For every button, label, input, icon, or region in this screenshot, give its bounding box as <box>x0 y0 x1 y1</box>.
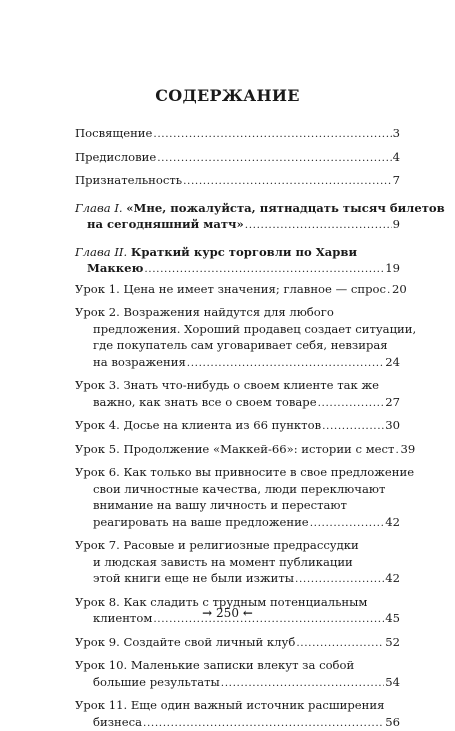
toc-entry-title: Посвящение <box>75 125 152 142</box>
toc-entry-title: Урок 5. Продолжение «Маккей-66»: истории с мест <box>75 441 394 458</box>
dot-leader <box>387 281 391 299</box>
toc-page-number: 27 <box>385 394 400 411</box>
dot-leader <box>395 441 399 459</box>
dot-leader <box>296 634 384 652</box>
toc-entry-title: Урок 7. Расовые и религиозные предрассудки <box>75 537 359 554</box>
toc-entry-title: Предисловие <box>75 149 156 166</box>
toc-entry-title: Урок 4. Досье на клиента из 66 пунктов <box>75 417 321 434</box>
toc-entry-title-cont: на возражения <box>93 354 186 371</box>
toc-entry-lesson-7[interactable] <box>75 537 400 588</box>
chapter-title: Краткий курс торговли по Харви <box>131 245 357 259</box>
toc-entry-title: Признательность <box>75 172 182 189</box>
toc-entry-title-cont: клиентом <box>93 610 152 627</box>
toc-page-number: 54 <box>385 674 400 691</box>
toc-page-number: 3 <box>393 125 400 142</box>
toc-entry-acknowledgements[interactable] <box>75 172 400 190</box>
toc-page-number: 7 <box>393 172 400 189</box>
toc-entry-title: Урок 3. Знать что-нибудь о своем клиенте так же <box>75 377 379 394</box>
toc-entry-lesson-9[interactable] <box>75 634 400 652</box>
dot-leader <box>187 354 384 372</box>
toc-entry-dedication[interactable] <box>75 125 400 143</box>
dot-leader <box>322 417 384 435</box>
toc-page-number: 4 <box>393 149 400 166</box>
chapter-label: Глава I. <box>75 201 123 215</box>
toc-chapter-2[interactable] <box>75 244 400 278</box>
dot-leader <box>157 149 391 167</box>
toc-entry-lesson-10[interactable] <box>75 657 400 691</box>
page-title: СОДЕРЖАНИЕ <box>0 86 455 105</box>
dot-leader <box>295 570 384 588</box>
toc-page-number: 42 <box>385 570 400 587</box>
toc-entry-title-cont: этой книги еще не были изжиты <box>93 570 294 587</box>
page-number: 250 <box>216 606 239 620</box>
toc-entry-title-cont: и людская зависть на момент публикации <box>93 554 353 571</box>
toc-page-number: 30 <box>385 417 400 434</box>
dot-leader <box>318 394 385 412</box>
toc-entry-title-cont: свои личностные качества, люди переключают <box>93 481 385 498</box>
toc-entry-title-cont: предложения. Хороший продавец создает ситуации, <box>93 321 416 338</box>
toc-page-number: 52 <box>385 634 400 651</box>
toc-page-number: 42 <box>385 514 400 531</box>
toc-page-number: 24 <box>385 354 400 371</box>
chapter-title-cont: Маккею <box>87 260 143 277</box>
toc-page-number: 45 <box>385 610 400 627</box>
toc-chapter-1[interactable] <box>75 200 400 234</box>
dot-leader <box>221 674 384 692</box>
toc-page-number: 56 <box>385 714 400 731</box>
lesson-list <box>75 281 400 731</box>
toc-entry-title-cont: реагировать на ваше предложение <box>93 514 309 531</box>
page-footer <box>0 606 455 620</box>
toc-entry-lesson-4[interactable] <box>75 417 400 435</box>
toc-entry-title-cont: важно, как знать все о своем товаре <box>93 394 317 411</box>
toc-entry-title: Урок 6. Как только вы привносите в свое предложение <box>75 464 414 481</box>
toc-entry-lesson-2[interactable] <box>75 304 400 371</box>
toc-entry-title: Урок 9. Создайте свой личный клуб <box>75 634 295 651</box>
toc-entry-lesson-3[interactable] <box>75 377 400 411</box>
chapter-title: «Мне, пожалуйста, пятнадцать тысяч билетов <box>126 201 444 215</box>
table-of-contents <box>75 125 400 731</box>
chapter-label: Глава II. <box>75 245 127 259</box>
toc-page-number: 19 <box>385 260 400 277</box>
toc-page-number: 9 <box>393 216 400 233</box>
toc-entry-title: Урок 2. Возражения найдутся для любого <box>75 304 334 321</box>
footer-right-arrow: ← <box>243 606 253 620</box>
toc-page-number: 20 <box>392 281 407 298</box>
toc-page-number: 39 <box>400 441 415 458</box>
toc-entry-title-cont: внимание на вашу личность и перестают <box>93 497 347 514</box>
dot-leader <box>153 125 391 143</box>
footer-left-arrow: → <box>202 606 212 620</box>
toc-entry-title: Урок 1. Цена не имеет значения; главное — спрос <box>75 281 386 298</box>
toc-entry-lesson-11[interactable] <box>75 697 400 731</box>
toc-entry-lesson-6[interactable] <box>75 464 400 531</box>
toc-entry-title: Урок 11. Еще один важный источник расширения <box>75 697 384 714</box>
toc-entry-title-cont: бизнеса <box>93 714 142 731</box>
dot-leader <box>310 514 385 532</box>
toc-entry-preface[interactable] <box>75 149 400 167</box>
dot-leader <box>183 172 392 190</box>
toc-entry-lesson-1[interactable] <box>75 281 400 299</box>
chapter-title-cont: на сегодняшний матч» <box>87 216 244 233</box>
dot-leader <box>245 216 392 234</box>
toc-entry-title: Урок 8. Как сладить с трудным потенциальным <box>75 594 367 611</box>
dot-leader <box>143 714 384 731</box>
toc-entry-title-cont: где покупатель сам уговаривает себя, невзирая <box>93 337 388 354</box>
toc-entry-title: Урок 10. Маленькие записки влекут за собой <box>75 657 354 674</box>
toc-entry-lesson-5[interactable] <box>75 441 400 459</box>
dot-leader <box>144 260 384 278</box>
toc-entry-title-cont: большие результаты <box>93 674 220 691</box>
